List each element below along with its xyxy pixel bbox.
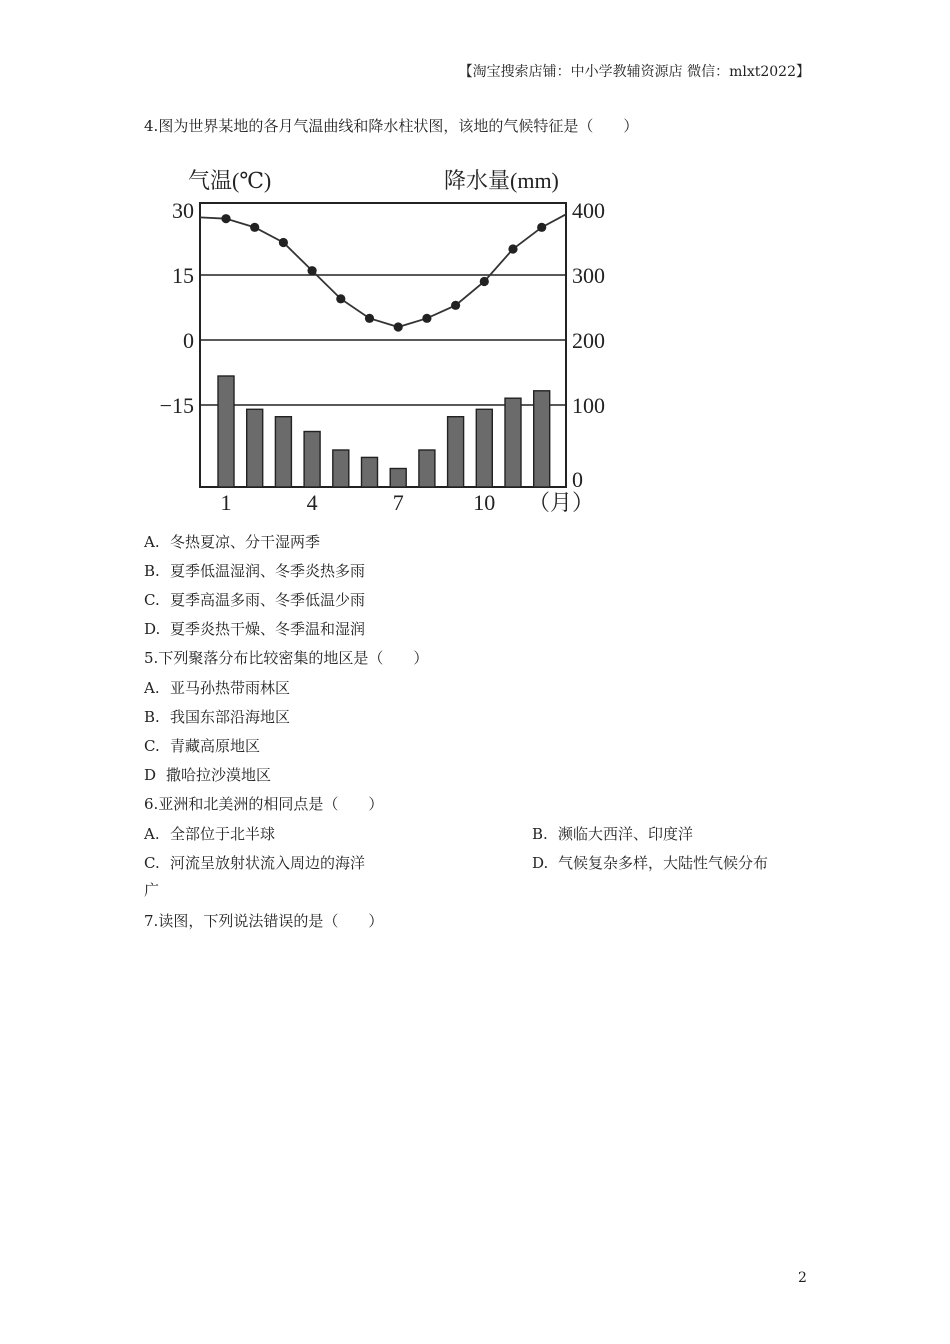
q5-option-c[interactable] <box>144 736 260 756</box>
temperature-point <box>336 294 345 303</box>
temperature-point <box>451 301 460 310</box>
q4-option-b[interactable] <box>144 561 365 581</box>
option-text: 撒哈拉沙漠地区 <box>166 766 272 784</box>
q6-option-d[interactable] <box>532 853 768 873</box>
q4-option-d[interactable] <box>144 619 365 639</box>
right-tick-label: 100 <box>572 393 605 418</box>
right-tick-label: 300 <box>572 263 605 288</box>
option-text: 气候复杂多样，大陆性气候分布 <box>558 854 769 872</box>
option-text: 夏季高温多雨、冬季低温少雨 <box>170 591 366 609</box>
question-number: 7. <box>144 912 159 930</box>
question-number: 5. <box>144 649 159 667</box>
page-number: 2 <box>798 1270 807 1286</box>
right-tick-label: 200 <box>572 328 605 353</box>
option-letter: D <box>144 766 157 784</box>
temperature-point <box>308 266 317 275</box>
question-number: 4. <box>144 117 159 135</box>
precipitation-bar <box>275 417 291 487</box>
q6-option-b[interactable] <box>532 824 693 844</box>
option-text: 冬热夏凉、分干湿两季 <box>170 533 321 551</box>
temperature-point <box>394 322 403 331</box>
left-tick-label: 30 <box>172 198 194 223</box>
question-text: 亚洲和北美洲的相同点是（ ） <box>158 795 384 813</box>
question-6-stem <box>144 794 383 814</box>
option-letter: B. <box>532 825 548 843</box>
temperature-point <box>279 238 288 247</box>
question-text: 下列聚落分布比较密集的地区是（ ） <box>158 649 429 667</box>
option-letter: A. <box>144 825 160 843</box>
precipitation-bar <box>218 376 234 487</box>
question-text: 读图，下列说法错误的是（ ） <box>158 912 384 930</box>
option-text: 青藏高原地区 <box>170 737 261 755</box>
precipitation-bars <box>218 376 550 487</box>
precipitation-bar <box>390 469 406 488</box>
question-text: 图为世界某地的各月气温曲线和降水柱状图，该地的气候特征是（ ） <box>158 117 639 135</box>
option-letter: C. <box>144 591 160 609</box>
option-letter: D. <box>144 620 161 638</box>
q6-option-c[interactable] <box>144 853 365 873</box>
x-unit-label: （月） <box>528 490 595 515</box>
option-letter: A. <box>144 533 160 551</box>
question-4-stem <box>144 116 638 136</box>
q4-option-a[interactable] <box>144 532 320 552</box>
option-letter: C. <box>144 854 160 872</box>
option-text: 亚马孙热带雨林区 <box>170 679 291 697</box>
temperature-point <box>221 214 230 223</box>
x-tick-label: 1 <box>220 490 232 515</box>
option-text-wrap: 广 <box>144 881 160 899</box>
right-axis-label: 降水量(mm) <box>444 168 559 193</box>
right-tick-label: 0 <box>572 467 583 492</box>
header-note: 【淘宝搜索店铺：中小学教辅资源店 微信：mlxt2022】 <box>458 64 810 80</box>
x-axis-ticks <box>221 490 496 515</box>
x-tick-label: 10 <box>473 490 496 515</box>
right-tick-label: 400 <box>572 198 605 223</box>
left-axis-label: 气温(℃) <box>188 168 272 193</box>
option-text: 全部位于北半球 <box>170 825 276 843</box>
left-axis-ticks <box>160 198 194 418</box>
precipitation-bar <box>419 450 435 487</box>
temperature-point <box>508 244 517 253</box>
option-letter: A. <box>144 679 160 697</box>
precipitation-bar <box>448 417 464 487</box>
temperature-point <box>365 314 374 323</box>
left-tick-label: −15 <box>159 393 194 418</box>
option-letter: C. <box>144 737 160 755</box>
temperature-points <box>221 214 546 332</box>
left-tick-label: 15 <box>172 263 194 288</box>
q5-option-a[interactable] <box>144 678 290 698</box>
precipitation-bar <box>505 398 521 487</box>
question-5-stem <box>144 648 428 668</box>
precipitation-bar <box>476 409 492 487</box>
x-tick-label: 7 <box>392 490 404 515</box>
precipitation-bar <box>534 391 550 487</box>
right-axis-ticks <box>572 198 605 492</box>
q5-option-b[interactable] <box>144 707 290 727</box>
question-7-stem <box>144 911 383 931</box>
x-tick-label: 4 <box>306 490 318 515</box>
temperature-point <box>537 223 546 232</box>
temperature-point <box>480 277 489 286</box>
climate-chart <box>150 160 610 520</box>
grid-lines <box>200 275 566 405</box>
option-text: 夏季炎热干燥、冬季温和湿润 <box>170 620 366 638</box>
q5-option-d[interactable] <box>144 765 271 785</box>
left-tick-label: 0 <box>183 328 194 353</box>
q4-option-c[interactable] <box>144 590 365 610</box>
option-letter: B. <box>144 708 160 726</box>
precipitation-bar <box>362 457 378 487</box>
option-text: 濒临大西洋、印度洋 <box>558 825 694 843</box>
precipitation-bar <box>247 409 263 487</box>
question-number: 6. <box>144 795 159 813</box>
q6-option-d-wrap <box>144 880 159 900</box>
option-letter: D. <box>532 854 549 872</box>
option-text: 夏季低温湿润、冬季炎热多雨 <box>170 562 366 580</box>
option-text: 河流呈放射状流入周边的海洋 <box>170 854 366 872</box>
temperature-point <box>422 314 431 323</box>
temperature-point <box>250 223 259 232</box>
option-letter: B. <box>144 562 160 580</box>
precipitation-bar <box>333 450 349 487</box>
q6-option-a[interactable] <box>144 824 275 844</box>
precipitation-bar <box>304 432 320 488</box>
option-text: 我国东部沿海地区 <box>170 708 291 726</box>
